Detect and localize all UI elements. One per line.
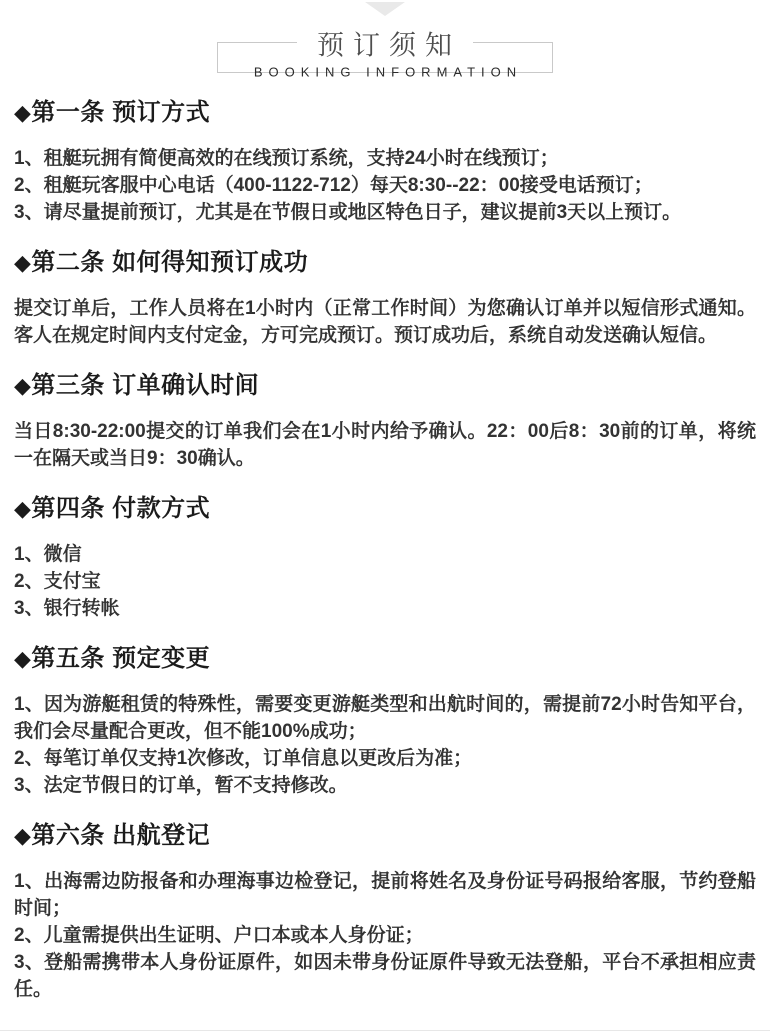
diamond-icon: ◆ — [14, 100, 32, 125]
list-item: 1、租艇玩拥有简便高效的在线预订系统，支持24小时在线预订； — [14, 148, 559, 169]
notice-content — [0, 98, 770, 1003]
section-heading — [14, 494, 756, 524]
list-item: 3、登船需携带本人身份证原件，如因未带身份证原件导致无法登船，平台不承担相应责任。 — [14, 952, 756, 1000]
section-title: 第六条 出航登记 — [31, 822, 211, 849]
paragraph: 当日8:30-22:00提交的订单我们会在1小时内给予确认。22：00后8：30前的订单，将统一在隔天或当日9：30确认。 — [14, 421, 756, 469]
section-heading — [14, 371, 756, 401]
section-body — [14, 418, 756, 472]
section-title: 第三条 订单确认时间 — [31, 372, 260, 399]
section-departure-registration — [14, 821, 756, 1003]
section-title: 第二条 如何得知预订成功 — [31, 249, 309, 276]
section-booking-changes — [14, 644, 756, 799]
section-heading — [14, 821, 756, 851]
title-box — [217, 30, 553, 80]
section-payment-methods — [14, 494, 756, 622]
list-item: 2、儿童需提供出生证明、户口本或本人身份证； — [14, 925, 424, 946]
paragraph: 提交订单后，工作人员将在1小时内（正常工作时间）为您确认订单并以短信形式通知。客人在规定时间内支付定金，方可完成预订。预订成功后，系统自动发送确认短信。 — [14, 298, 756, 346]
diamond-icon: ◆ — [14, 646, 32, 671]
list-item: 2、支付宝 — [14, 571, 101, 592]
list-item: 1、微信 — [14, 544, 82, 565]
section-body — [14, 868, 756, 1003]
list-item: 1、因为游艇租赁的特殊性，需要变更游艇类型和出航时间的，需提前72小时告知平台，我们会尽量配合更改，但不能100%成功； — [14, 694, 756, 742]
section-confirmation-notice — [14, 248, 756, 349]
diamond-icon: ◆ — [14, 373, 32, 398]
list-item: 3、请尽量提前预订，尤其是在节假日或地区特色日子，建议提前3天以上预订。 — [14, 202, 682, 223]
section-title: 第一条 预订方式 — [31, 99, 211, 126]
section-title: 第四条 付款方式 — [31, 495, 211, 522]
section-body — [14, 541, 756, 622]
triangle-down-icon — [365, 2, 405, 16]
list-item: 1、出海需边防报备和办理海事边检登记，提前将姓名及身份证号码报给客服，节约登船时间； — [14, 871, 756, 919]
list-item: 2、每笔订单仅支持1次修改，订单信息以更改后为准； — [14, 748, 473, 769]
list-item: 3、法定节假日的订单，暂不支持修改。 — [14, 775, 348, 796]
section-body — [14, 295, 756, 349]
list-item: 3、银行转帐 — [14, 598, 120, 619]
list-item: 2、租艇玩客服中心电话（400-1122-712）每天8:30--22：00接受电话预订； — [14, 175, 653, 196]
section-heading — [14, 98, 756, 128]
section-booking-method — [14, 98, 756, 226]
section-heading — [14, 644, 756, 674]
diamond-icon: ◆ — [14, 250, 32, 275]
section-confirmation-time — [14, 371, 756, 472]
diamond-icon: ◆ — [14, 496, 32, 521]
page-header — [0, 2, 770, 80]
section-title: 第五条 预定变更 — [31, 645, 211, 672]
section-body — [14, 691, 756, 799]
section-body — [14, 145, 756, 226]
page-subtitle: BOOKING INFORMATION — [253, 64, 523, 80]
page-title: 预订须知 — [297, 24, 473, 63]
section-heading — [14, 248, 756, 278]
diamond-icon: ◆ — [14, 823, 32, 848]
